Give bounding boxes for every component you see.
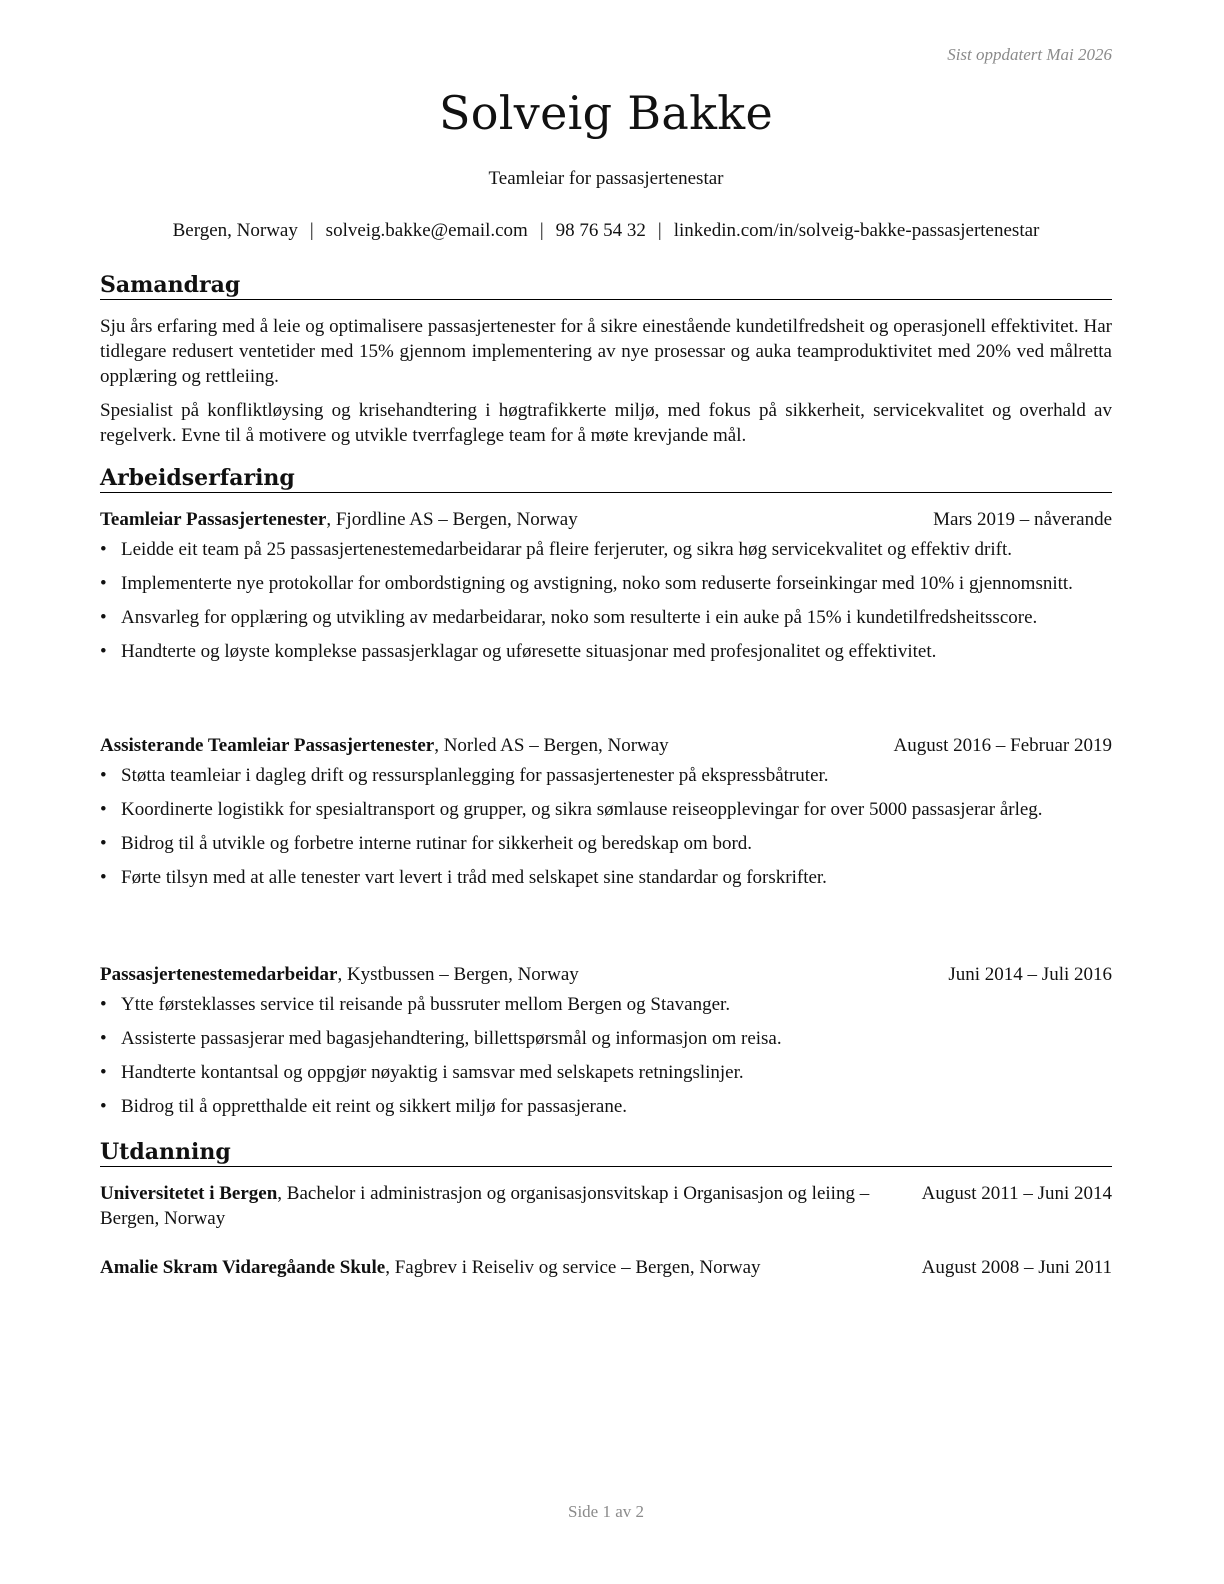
- education-header: [100, 1181, 1112, 1231]
- job-header: [100, 507, 1112, 532]
- education-entry: [100, 1181, 1112, 1231]
- list-item: • Ansvarleg for opplæring og utvikling av medarbeidarar, noko som resulterte i ein auke på 15% i kundetilfredsheitsscore.: [100, 605, 1112, 630]
- job-bullets: [100, 763, 1112, 890]
- degree-detail: , Bachelor i administrasjon og organisasjonsvitskap i Organisasjon og leiing – Bergen, Norway: [100, 1183, 870, 1229]
- contact-phone: 98 76 54 32: [555, 220, 646, 241]
- job-title: Passasjertenestemedarbeidar: [100, 964, 338, 985]
- candidate-name: Solveig Bakke: [438, 86, 773, 140]
- page-number: Side 1 av 2: [567, 1502, 645, 1521]
- education-dates: August 2011 – Juni 2014: [921, 1183, 1112, 1204]
- headline: Teamleiar for passasjertenestar: [488, 168, 724, 189]
- list-item: • Bidrog til å utvikle og forbetre interne rutinar for sikkerheit og beredskap om bord.: [100, 831, 1112, 856]
- job-entry: [100, 733, 1112, 890]
- experience-section: [100, 465, 1112, 493]
- summary-paragraph: Sju års erfaring med å leie og optimalisere passasjertenester for å sikre einestående kundetilfredsheit og operasjonell effektivitet. Har tidlegare redusert ventetider med 15% gjennom implementering av nye prosessar og auka teamproduktivitet med 20% ved målretta opplæring og rettleiing.: [100, 316, 1112, 387]
- list-item: • Handterte kontantsal og oppgjør nøyaktig i samsvar med selskapets retningslinjer.: [100, 1060, 1112, 1085]
- section-heading-education: Utdanning: [100, 1139, 1112, 1167]
- list-item: • Bidrog til å oppretthalde eit reint og sikkert miljø for passasjerane.: [100, 1094, 1112, 1119]
- contact-email[interactable]: solveig.bakke@email.com: [325, 220, 528, 241]
- resume-page: [100, 0, 1112, 1584]
- job-bullets: [100, 537, 1112, 664]
- list-item: • Koordinerte logistikk for spesialtransport og grupper, og sikra sømlause reiseopplevingar for over 5000 passasjerar årleg.: [100, 797, 1112, 822]
- job-header: [100, 733, 1112, 758]
- job-org: , Fjordline AS – Bergen, Norway: [326, 509, 578, 530]
- contact-linkedin[interactable]: linkedin.com/in/solveig-bakke-passasjertenestar: [673, 220, 1040, 241]
- list-item: • Støtta teamleiar i dagleg drift og ressursplanlegging for passasjertenester på ekspressbåtruter.: [100, 763, 1112, 788]
- education-header: [100, 1255, 1112, 1280]
- last-updated: Sist oppdatert Mai 2026: [947, 45, 1112, 64]
- contact-location: Bergen, Norway: [172, 220, 298, 241]
- job-dates: August 2016 – Februar 2019: [893, 735, 1112, 756]
- school-name: Amalie Skram Vidaregåande Skule: [100, 1257, 386, 1278]
- education-entry: [100, 1255, 1112, 1280]
- contact-separator: |: [657, 220, 662, 241]
- list-item: • Ytte førsteklasses service til reisande på bussruter mellom Bergen og Stavanger.: [100, 992, 1112, 1017]
- section-heading-summary: Samandrag: [100, 272, 1112, 300]
- list-item: • Handterte og løyste komplekse passasjerklagar og uføresette situasjonar med profesjonalitet og effektivitet.: [100, 639, 1112, 664]
- job-org: , Norled AS – Bergen, Norway: [434, 735, 669, 756]
- degree-detail: , Fagbrev i Reiseliv og service – Bergen, Norway: [385, 1257, 761, 1278]
- list-item: • Assisterte passasjerar med bagasjehandtering, billettspørsmål og informasjon om reisa.: [100, 1026, 1112, 1051]
- job-header: [100, 962, 1112, 987]
- contact-separator: |: [309, 220, 314, 241]
- job-dates: Juni 2014 – Juli 2016: [948, 964, 1112, 985]
- education-dates: August 2008 – Juni 2011: [921, 1257, 1112, 1278]
- job-org: , Kystbussen – Bergen, Norway: [337, 964, 579, 985]
- summary-section: [100, 272, 1112, 448]
- contact-line: [88, 220, 1124, 242]
- job-title: Teamleiar Passasjertenester: [100, 509, 327, 530]
- list-item: • Førte tilsyn med at alle tenester vart levert i tråd med selskapet sine standardar og forskrifter.: [100, 865, 1112, 890]
- job-bullets: [100, 992, 1112, 1119]
- education-section: [100, 1139, 1112, 1167]
- job-dates: Mars 2019 – nåverande: [933, 509, 1112, 530]
- contact-separator: |: [539, 220, 544, 241]
- list-item: • Leidde eit team på 25 passasjertenestemedarbeidarar på fleire ferjeruter, og sikra høg servicekvalitet og effektiv drift.: [100, 537, 1112, 562]
- job-entry: [100, 962, 1112, 1119]
- list-item: • Implementerte nye protokollar for ombordstigning og avstigning, noko som reduserte forseinkingar med 10% i gjennomsnitt.: [100, 571, 1112, 596]
- summary-paragraph: Spesialist på konfliktløysing og krisehandtering i høgtrafikkerte miljø, med fokus på sikkerheit, servicekvalitet og overhald av regelverk. Evne til å motivere og utvikle tverrfaglege team for å møte krevjande mål.: [100, 400, 1112, 446]
- job-title: Assisterande Teamleiar Passasjertenester: [100, 735, 435, 756]
- section-heading-experience: Arbeidserfaring: [100, 465, 1112, 493]
- school-name: Universitetet i Bergen: [100, 1183, 278, 1204]
- job-entry: [100, 507, 1112, 664]
